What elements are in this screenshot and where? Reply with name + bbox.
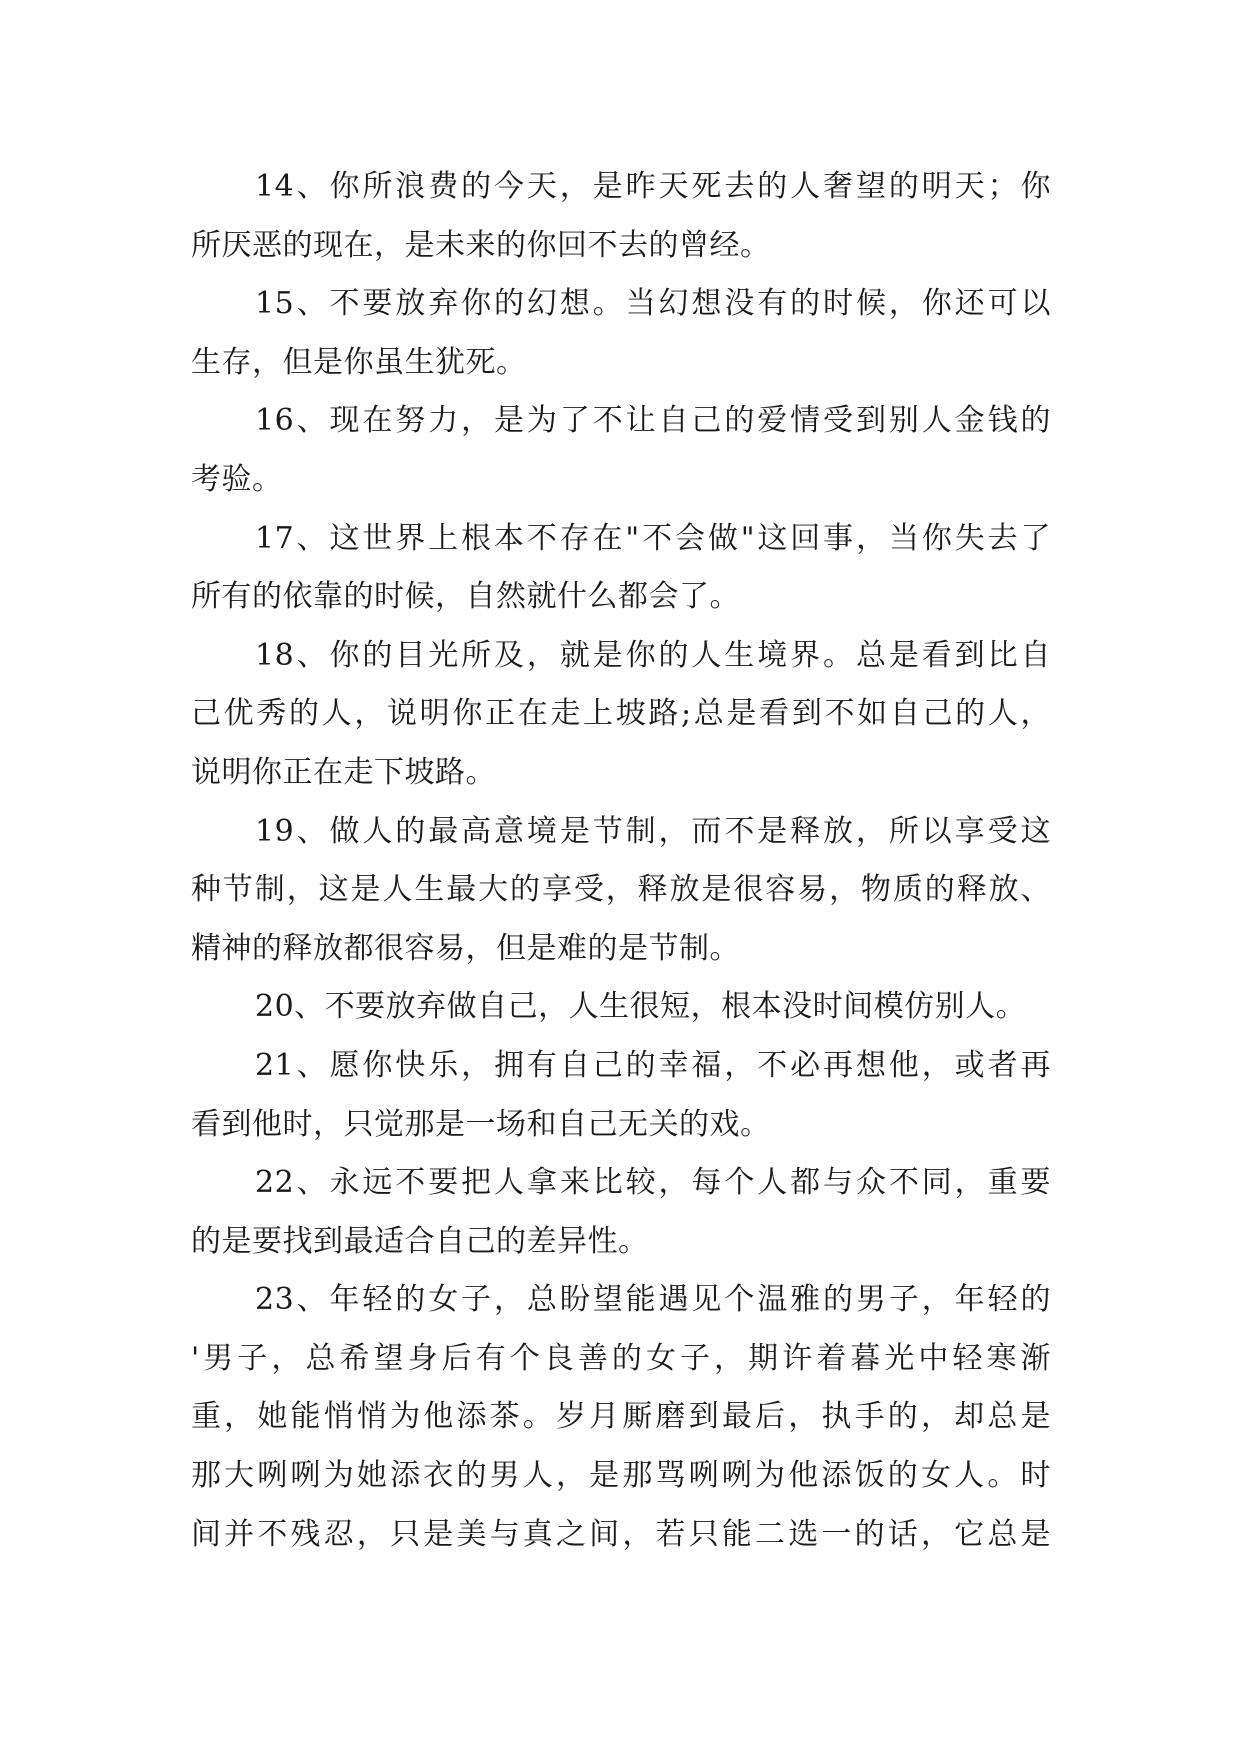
paragraph-line: '男子，总希望身后有个良善的女子，期许着暮光中轻寒渐: [191, 1340, 1051, 1376]
document-body: [191, 158, 1051, 1564]
paragraph: [191, 1154, 1051, 1271]
paragraph-line: 16、现在努力，是为了不让自己的爱情受到别人金钱的: [255, 403, 1051, 439]
paragraph: [191, 1271, 1051, 1564]
paragraph: [191, 627, 1051, 803]
paragraph-line: 间并不残忍，只是美与真之间，若只能二选一的话，它总是: [191, 1516, 1051, 1552]
paragraph: [191, 803, 1051, 979]
paragraph-line: 己优秀的人，说明你正在走上坡路;总是看到不如自己的人，: [191, 696, 1051, 732]
paragraph-line: 20、不要放弃做自己，人生很短，根本没时间模仿别人。: [255, 989, 1027, 1025]
paragraph-line: 那大咧咧为她添衣的男人，是那骂咧咧为他添饭的女人。时: [191, 1458, 1051, 1494]
paragraph-line: 22、永远不要把人拿来比较，每个人都与众不同，重要: [255, 1165, 1051, 1201]
paragraph-line: 19、做人的最高意境是节制，而不是释放，所以享受这: [255, 813, 1051, 849]
paragraph-line: 所有的依靠的时候，自然就什么都会了。: [191, 579, 740, 615]
paragraph: [191, 510, 1051, 627]
paragraph: [191, 1037, 1051, 1154]
paragraph-line: 考验。: [191, 461, 283, 497]
paragraph: [191, 978, 1051, 1037]
paragraph: [191, 275, 1051, 392]
paragraph-line: 18、你的目光所及，就是你的人生境界。总是看到比自: [255, 637, 1051, 673]
paragraph: [191, 158, 1051, 275]
paragraph-line: 重，她能悄悄为他添茶。岁月厮磨到最后，执手的，却总是: [191, 1399, 1051, 1435]
paragraph-line: 精神的释放都很容易，但是难的是节制。: [191, 930, 740, 966]
paragraph-line: 说明你正在走下坡路。: [191, 754, 496, 790]
paragraph-line: 15、不要放弃你的幻想。当幻想没有的时候，你还可以: [255, 286, 1051, 322]
paragraph-line: 23、年轻的女子，总盼望能遇见个温雅的男子，年轻的: [255, 1282, 1051, 1318]
paragraph-line: 14、你所浪费的今天，是昨天死去的人奢望的明天；你: [255, 169, 1051, 204]
paragraph-line: 所厌恶的现在，是未来的你回不去的曾经。: [191, 227, 771, 263]
paragraph-line: 生存，但是你虽生犹死。: [191, 344, 527, 380]
paragraph-line: 17、这世界上根本不存在"不会做"这回事，当你失去了: [255, 520, 1051, 556]
paragraph-line: 的是要找到最适合自己的差异性。: [191, 1223, 649, 1259]
paragraph-line: 21、愿你快乐，拥有自己的幸福，不必再想他，或者再: [255, 1047, 1051, 1083]
paragraph: [191, 392, 1051, 509]
paragraph-line: 种节制，这是人生最大的享受，释放是很容易，物质的释放、: [191, 872, 1051, 908]
paragraph-line: 看到他时，只觉那是一场和自己无关的戏。: [191, 1106, 771, 1142]
